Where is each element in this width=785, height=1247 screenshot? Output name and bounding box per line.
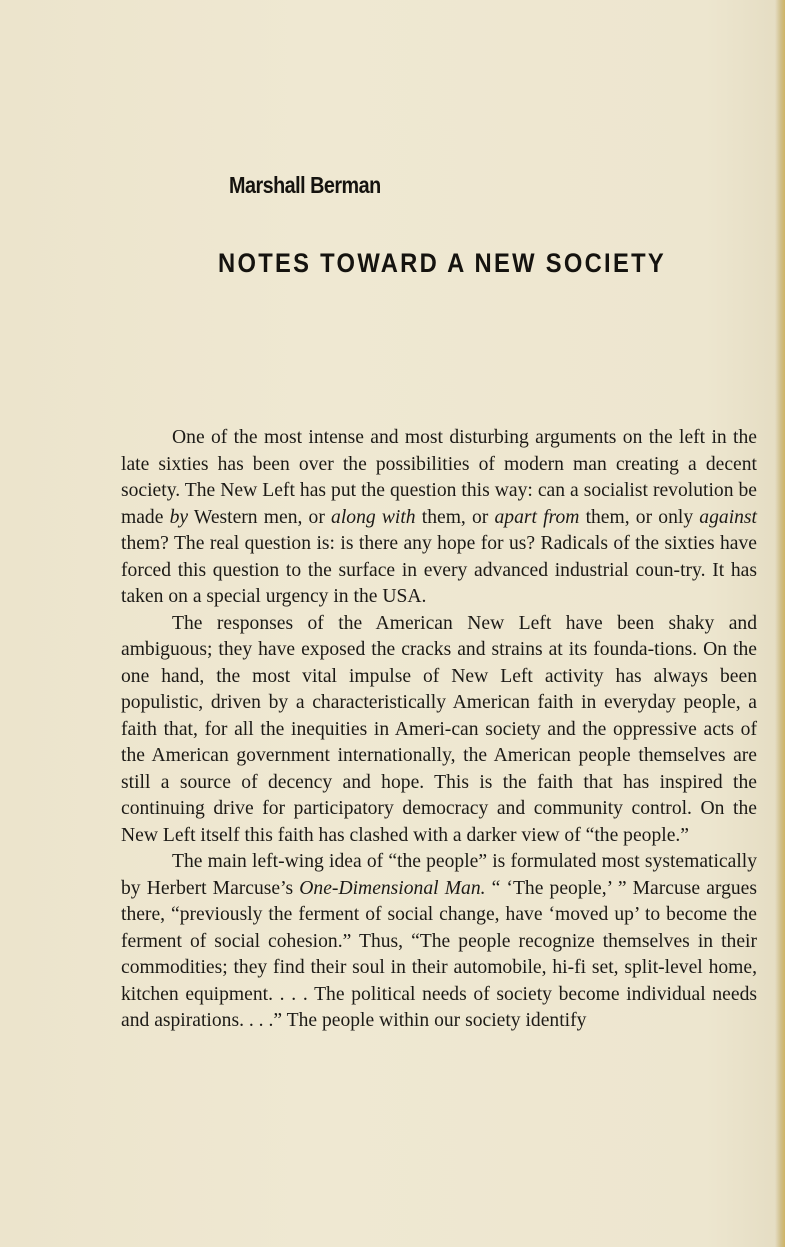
page-edge-shadow bbox=[775, 0, 785, 1247]
paragraph-2: The responses of the American New Left have been shaky and ambiguous; they have exposed the cracks and strains at its founda-tions. On the one hand, the most vital impulse of New Left activity has always been populistic, driven by a characteristically American faith in everyday people, a faith that, for all the inequities in Ameri-can society and the oppressive acts of the American government internationally, the American people themselves are still a source of decency and hope. This is the faith that has inspired the continuing drive for participatory democracy and community control. On the New Left itself this faith has clashed with a darker view of “the people.” bbox=[121, 612, 757, 846]
paragraph-1: One of the most intense and most disturbing arguments on the left in the late sixties has been over the possibilities of modern man creating a decent society. The New Left has put the question this way: can a socialist revolution be made by Western men, or along with them, or apart from them, or only against them? The real question is: is there any hope for us? Radicals of the sixties have forced this question to the surface in every advanced industrial coun-try. It has taken on a special urgency in the USA. bbox=[121, 427, 757, 607]
essay-body bbox=[121, 425, 757, 1035]
paragraph-3: The main left-wing idea of “the people” is formulated most systematically by Herbert Marcuse’s One-Dimensional Man. “ ‘The people,’ ” Marcuse argues there, “previously the ferment of social change, have ‘moved up’ to become the ferment of social cohesion.” Thus, “The people recognize themselves in their commodities; they find their soul in their automobile, hi-fi set, split-level home, kitchen equipment. . . . The political needs of society become individual needs and aspirations. . . .” The people within our society identify bbox=[121, 851, 757, 1031]
author-name: Marshall Berman bbox=[229, 172, 381, 198]
essay-title: NOTES TOWARD A NEW SOCIETY bbox=[218, 248, 667, 278]
